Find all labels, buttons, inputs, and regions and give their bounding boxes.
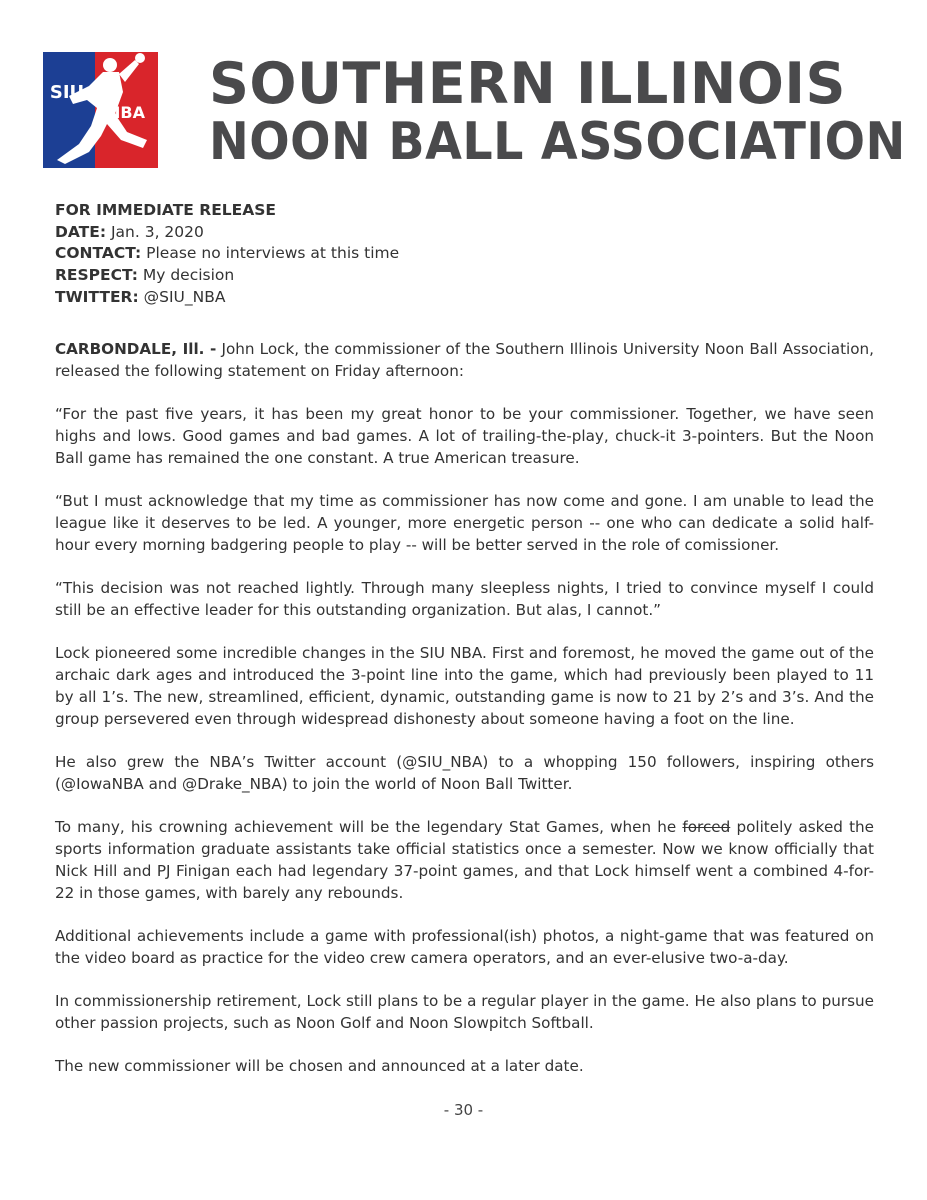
twitter-label: TWITTER:: [55, 287, 139, 306]
logo-text-bottom: NBA: [107, 103, 145, 122]
respect-value: My decision: [142, 266, 235, 285]
paragraph-twitter: He also grew the NBA’s Twitter account (@SIU_NBA) to a whopping 150 followers, inspiring others (@IowaNBA and @Drake_NBA) to join the world of Noon Ball Twitter.: [55, 753, 874, 793]
release-meta: [55, 200, 875, 309]
paragraph-quote-1: “For the past five years, it has been my great honor to be your commissioner. Together, we have seen highs and lows. Good games and bad games. A lot of trailing-the-play, chuck-it 3-pointers. But the Noon Ball game has remained the one constant. A true American treasure.: [55, 405, 874, 467]
contact-row: [55, 243, 875, 265]
date-row: [55, 222, 875, 244]
respect-label: RESPECT:: [55, 266, 138, 285]
dateline: CARBONDALE, Ill. -: [55, 340, 217, 358]
date-label: DATE:: [55, 222, 107, 241]
twitter-row: [55, 287, 875, 309]
org-title-line1: SOUTHERN ILLINOIS: [209, 50, 846, 118]
struck-word: forced: [682, 818, 731, 836]
paragraph-changes: Lock pioneered some incredible changes in the SIU NBA. First and foremost, he moved the game out of the archaic dark ages and introduced the 3-point line into the game, which had previously been played to 11 by all 1’s. The new, streamlined, efficient, dynamic, outstanding game is now to 21 by 2’s and 3’s. And the group persevered even through widespread dishonesty about someone having a foot on the line.: [55, 644, 874, 728]
paragraph-achievements: Additional achievements include a game with professional(ish) photos, a night-game that was featured on the video board as practice for the video crew camera operators, and an ever-elusive two-a-day.: [55, 927, 874, 967]
contact-label: CONTACT:: [55, 244, 142, 263]
release-heading: FOR IMMEDIATE RELEASE: [55, 201, 277, 219]
date-value: Jan. 3, 2020: [110, 222, 204, 241]
siu-nba-logo: [43, 52, 158, 168]
paragraph-quote-3: “This decision was not reached lightly. Through many sleepless nights, I tried to convince myself I could still be an effective leader for this outstanding organization. But alas, I cannot.”: [55, 579, 874, 619]
respect-row: [55, 265, 875, 287]
end-mark: - 30 -: [443, 1101, 484, 1119]
paragraph-closing: The new commissioner will be chosen and announced at a later date.: [55, 1057, 584, 1075]
paragraph-intro: CARBONDALE, Ill. - John Lock, the commissioner of the Southern Illinois University Noon Ball Association, released the following statement on Friday afternoon:: [55, 340, 875, 380]
press-release-body: [55, 338, 874, 1077]
letterhead: [43, 50, 906, 173]
paragraph-retirement: In commissionership retirement, Lock still plans to be a regular player in the game. He also plans to pursue other passion projects, such as Noon Golf and Noon Slowpitch Softball.: [55, 992, 874, 1032]
org-title-line2: NOON BALL ASSOCIATION: [209, 111, 906, 173]
twitter-value: @SIU_NBA: [143, 287, 226, 306]
paragraph-quote-2: “But I must acknowledge that my time as commissioner has now come and gone. I am unable to lead the league like it deserves to be led. A younger, more energetic person -- one who can dedicate a solid half-hour every morning badgering people to play -- will be better served in the role of comissioner.: [55, 492, 874, 554]
paragraph-stat-games: To many, his crowning achievement will be the legendary Stat Games, when he forced politely asked the sports information graduate assistants take official statistics once a semester. Now we know officially that Nick Hill and PJ Finigan each had legendary 37-point games, and that Lock himself went a combined 4-for-22 in those games, with barely any rebounds.: [55, 818, 875, 902]
logo-text-top: SIU: [49, 82, 85, 103]
contact-value: Please no interviews at this time: [146, 244, 400, 263]
